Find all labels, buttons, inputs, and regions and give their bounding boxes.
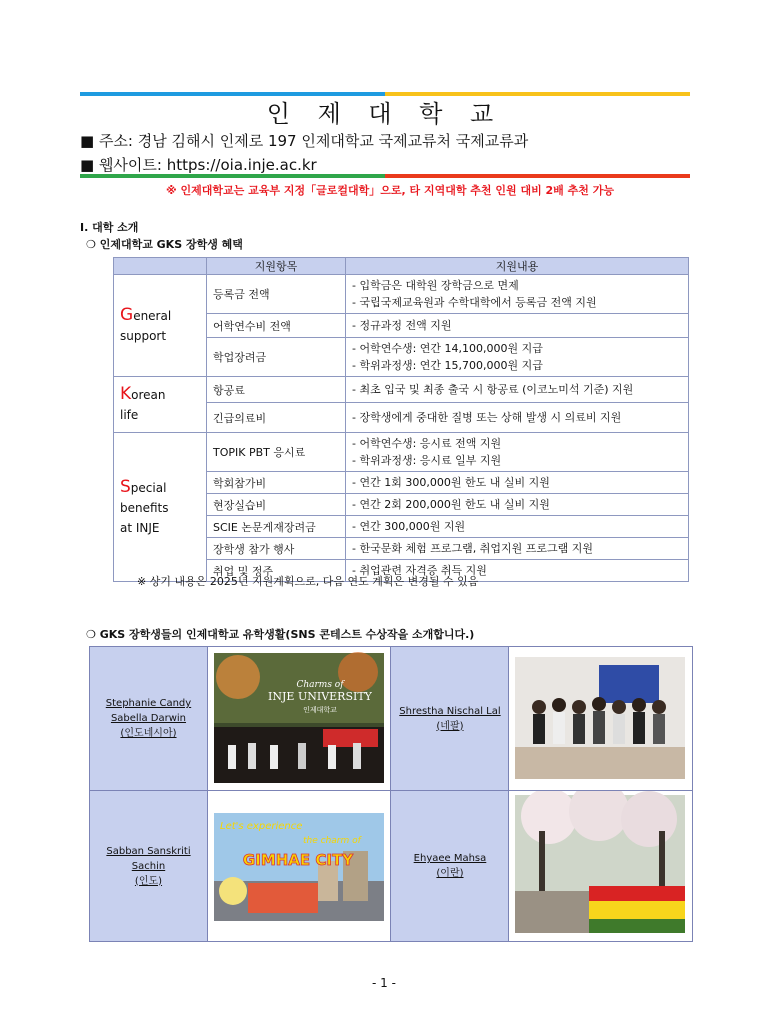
winner-1-name: Stephanie Candy [105,698,192,709]
table-footnote: ※ 상기 내용은 2025년 지원계획으로, 다음 연도 계획은 변경될 수 있음 [137,575,479,588]
table-row-item: 등록금 전액 [207,275,346,314]
table-row-item: 어학연수비 전액 [207,314,346,338]
table-header-blank [114,258,207,275]
winner-3-country: (인도) [134,875,163,887]
table-row-desc: - 최초 입국 및 최종 출국 시 항공료 (이코노미석 기준) 지원 [346,377,689,403]
table-row-desc: - 어학연수생: 응시료 전액 지원 - 학위과정생: 응시료 일부 지원 [346,433,689,472]
winner-1-cell [90,647,208,791]
photo1-caption-1: Charms of [296,680,344,690]
photo-group-event [509,647,693,791]
glocal-notice: ※ 인제대학교는 교육부 지정「글로컬대학」으로, 타 지역대학 추천 인원 대비 2배 추천 가능 [166,184,614,197]
table-row-desc: - 연간 300,000원 지원 [346,516,689,538]
category-korean: Korean life [114,377,207,433]
sns-contest-table [89,646,693,942]
table-row-item: TOPIK PBT 응시료 [207,433,346,472]
photo3-caption-1: Let's experience [219,821,303,832]
winner-1-country: (인도네시아) [120,728,177,739]
table-row-desc: - 장학생에게 중대한 질병 또는 상해 발생 시 의료비 지원 [346,403,689,433]
winner-3-cell [90,791,208,942]
page-number: - 1 - [372,976,396,990]
table-row-item: 장학생 참가 행사 [207,538,346,560]
winner-4-cell [391,791,509,942]
section1-subheading: ❍ 인제대학교 GKS 장학생 혜택 [86,238,243,251]
table-row-desc: - 어학연수생: 연간 14,100,000원 지급 - 학위과정생: 연간 15,700,000원 지급 [346,338,689,377]
table-row-desc: - 연간 1회 300,000원 한도 내 실비 지원 [346,472,689,494]
photo-gimhae-city [207,791,391,942]
photo3-caption-3: GIMHAE CITY [242,851,354,869]
category-special: Special benefits at INJE [114,433,207,582]
table-row-desc: - 입학금은 대학원 장학금으로 면제 - 국립국제교육원과 수학대학에서 등록금 전액 지원 [346,275,689,314]
table-row-item: 현장실습비 [207,494,346,516]
table-row-item: 학회참가비 [207,472,346,494]
table-row-item: SCIE 논문게재장려금 [207,516,346,538]
winner-2-country: (네팔) [436,720,464,732]
bottom-bar-green [80,174,385,178]
table-row-desc: - 정규과정 전액 지원 [346,314,689,338]
page-title: 인 제 대 학 교 [266,100,504,128]
photo3-caption-2: the charm of [302,836,361,846]
table-row-desc: - 연간 2회 200,000원 한도 내 실비 지원 [346,494,689,516]
table-row-item: 취업 및 정주 [207,560,346,582]
photo-cherry-blossom [509,791,693,942]
table-header-item: 지원항목 [207,258,346,275]
table-row-desc: - 취업관련 자격증 취득 지원 [346,560,689,582]
photo-inje-concert [207,647,391,791]
table-row-item: 학업장려금 [207,338,346,377]
section2-heading: ❍ GKS 장학생들의 인제대학교 유학생활(SNS 콘테스트 수상작을 소개합니다.) [86,628,475,641]
address-line: ■ 주소: 경남 김해시 인제로 197 인제대학교 국제교류처 국제교류과 [80,132,529,150]
table-row-desc: - 한국문화 체험 프로그램, 취업지원 프로그램 지원 [346,538,689,560]
winner-4-country: (이란) [436,868,464,879]
table-row-item: 긴급의료비 [207,403,346,433]
winner-2-name: Shrestha Nischal Lal [399,705,501,717]
winner-3-name: Sabban Sanskriti Sachin [106,845,191,872]
bottom-bar-red [385,174,690,178]
table-header-desc: 지원내용 [346,258,689,275]
photo1-caption-2: INJE UNIVERSITY [268,690,372,703]
website-line[interactable]: ■ 웹사이트: https://oia.inje.ac.kr [80,156,317,174]
photo1-caption-3: 인제대학교 [303,706,337,714]
table-row-item: 항공료 [207,377,346,403]
winner-1-name2: Sabella Darwin [110,713,187,724]
benefit-table [113,257,689,582]
winner-4-name: Ehyaee Mahsa [413,853,487,864]
category-general: General support [114,275,207,377]
section1-heading: Ⅰ. 대학 소개 [80,221,139,234]
winner-2-cell [391,647,509,791]
